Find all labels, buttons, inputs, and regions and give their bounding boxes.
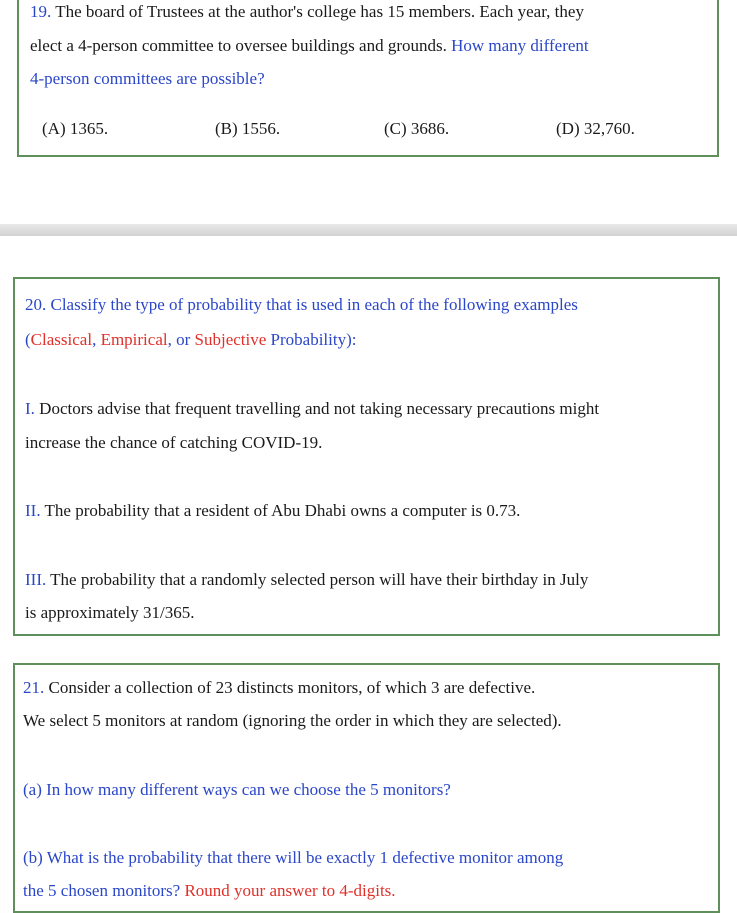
q20-number: 20. bbox=[25, 295, 47, 314]
q20-item-3-text: The probability that a randomly selected person will have their birthday in July bbox=[46, 570, 589, 589]
q20-item-1-line-2: increase the chance of catching COVID-19. bbox=[25, 433, 323, 452]
q20-subjective: Subjective bbox=[194, 330, 267, 349]
q20-paren-open: ( bbox=[25, 330, 31, 349]
q21-part-b-line-2 bbox=[23, 881, 396, 901]
q20-item-2-text: The probability that a resident of Abu Dhabi owns a computer is 0.73. bbox=[40, 501, 521, 520]
q19-text-1: The board of Trustees at the author's college has 15 members. Each year, they bbox=[51, 2, 584, 21]
q21-number: 21. bbox=[23, 678, 45, 697]
q20-item-1-line-1 bbox=[25, 399, 599, 419]
q20-text-1: Classify the type of probability that is used in each of the following examples bbox=[46, 295, 578, 314]
q20-probability-close: Probability): bbox=[266, 330, 357, 349]
q21-round-instruction: Round your answer to 4-digits. bbox=[184, 881, 396, 900]
q21-line-1 bbox=[23, 678, 535, 698]
q20-item-2-label: II. bbox=[25, 501, 41, 520]
q21-line-2: We select 5 monitors at random (ignoring the order in which they are selected). bbox=[23, 711, 562, 730]
q20-item-2 bbox=[25, 501, 520, 521]
q19-question-1: How many different bbox=[451, 36, 589, 55]
q20-item-3-label: III. bbox=[25, 570, 47, 589]
q21-part-b-question: the 5 chosen monitors? bbox=[23, 881, 185, 900]
q21-text-1: Consider a collection of 23 distincts monitors, of which 3 are defective. bbox=[44, 678, 536, 697]
q19-text-2: elect a 4-person committee to oversee buildings and grounds. bbox=[30, 36, 452, 55]
section-divider bbox=[0, 224, 737, 236]
q21-part-a: (a) In how many different ways can we choose the 5 monitors? bbox=[23, 780, 451, 799]
q19-line-2 bbox=[30, 36, 589, 56]
q20-item-3-line-1 bbox=[25, 570, 588, 590]
q20-item-3-line-2: is approximately 31/365. bbox=[25, 603, 195, 622]
q20-empirical: Empirical bbox=[100, 330, 168, 349]
q19-number: 19. bbox=[30, 2, 52, 21]
q19-question-2: 4-person committees are possible? bbox=[30, 69, 265, 88]
q20-or: , or bbox=[167, 330, 195, 349]
q20-line-2 bbox=[25, 330, 356, 350]
q20-comma: , bbox=[92, 330, 101, 349]
q19-option-d: (D) 32,760. bbox=[556, 119, 635, 138]
q19-option-c: (C) 3686. bbox=[384, 119, 450, 138]
question-21-card bbox=[13, 663, 720, 913]
q19-line-1 bbox=[30, 2, 584, 22]
question-19-card bbox=[17, 0, 719, 157]
q20-item-1-text: Doctors advise that frequent travelling and not taking necessary precautions might bbox=[34, 399, 600, 418]
q20-classical: Classical bbox=[30, 330, 93, 349]
q19-option-b: (B) 1556. bbox=[215, 119, 281, 138]
q19-option-a: (A) 1365. bbox=[42, 119, 109, 138]
q21-part-b-line-1: (b) What is the probability that there will be exactly 1 defective monitor among bbox=[23, 848, 564, 867]
question-20-card bbox=[13, 277, 720, 636]
q20-line-1 bbox=[25, 295, 578, 315]
q20-item-1-label: I. bbox=[25, 399, 35, 418]
